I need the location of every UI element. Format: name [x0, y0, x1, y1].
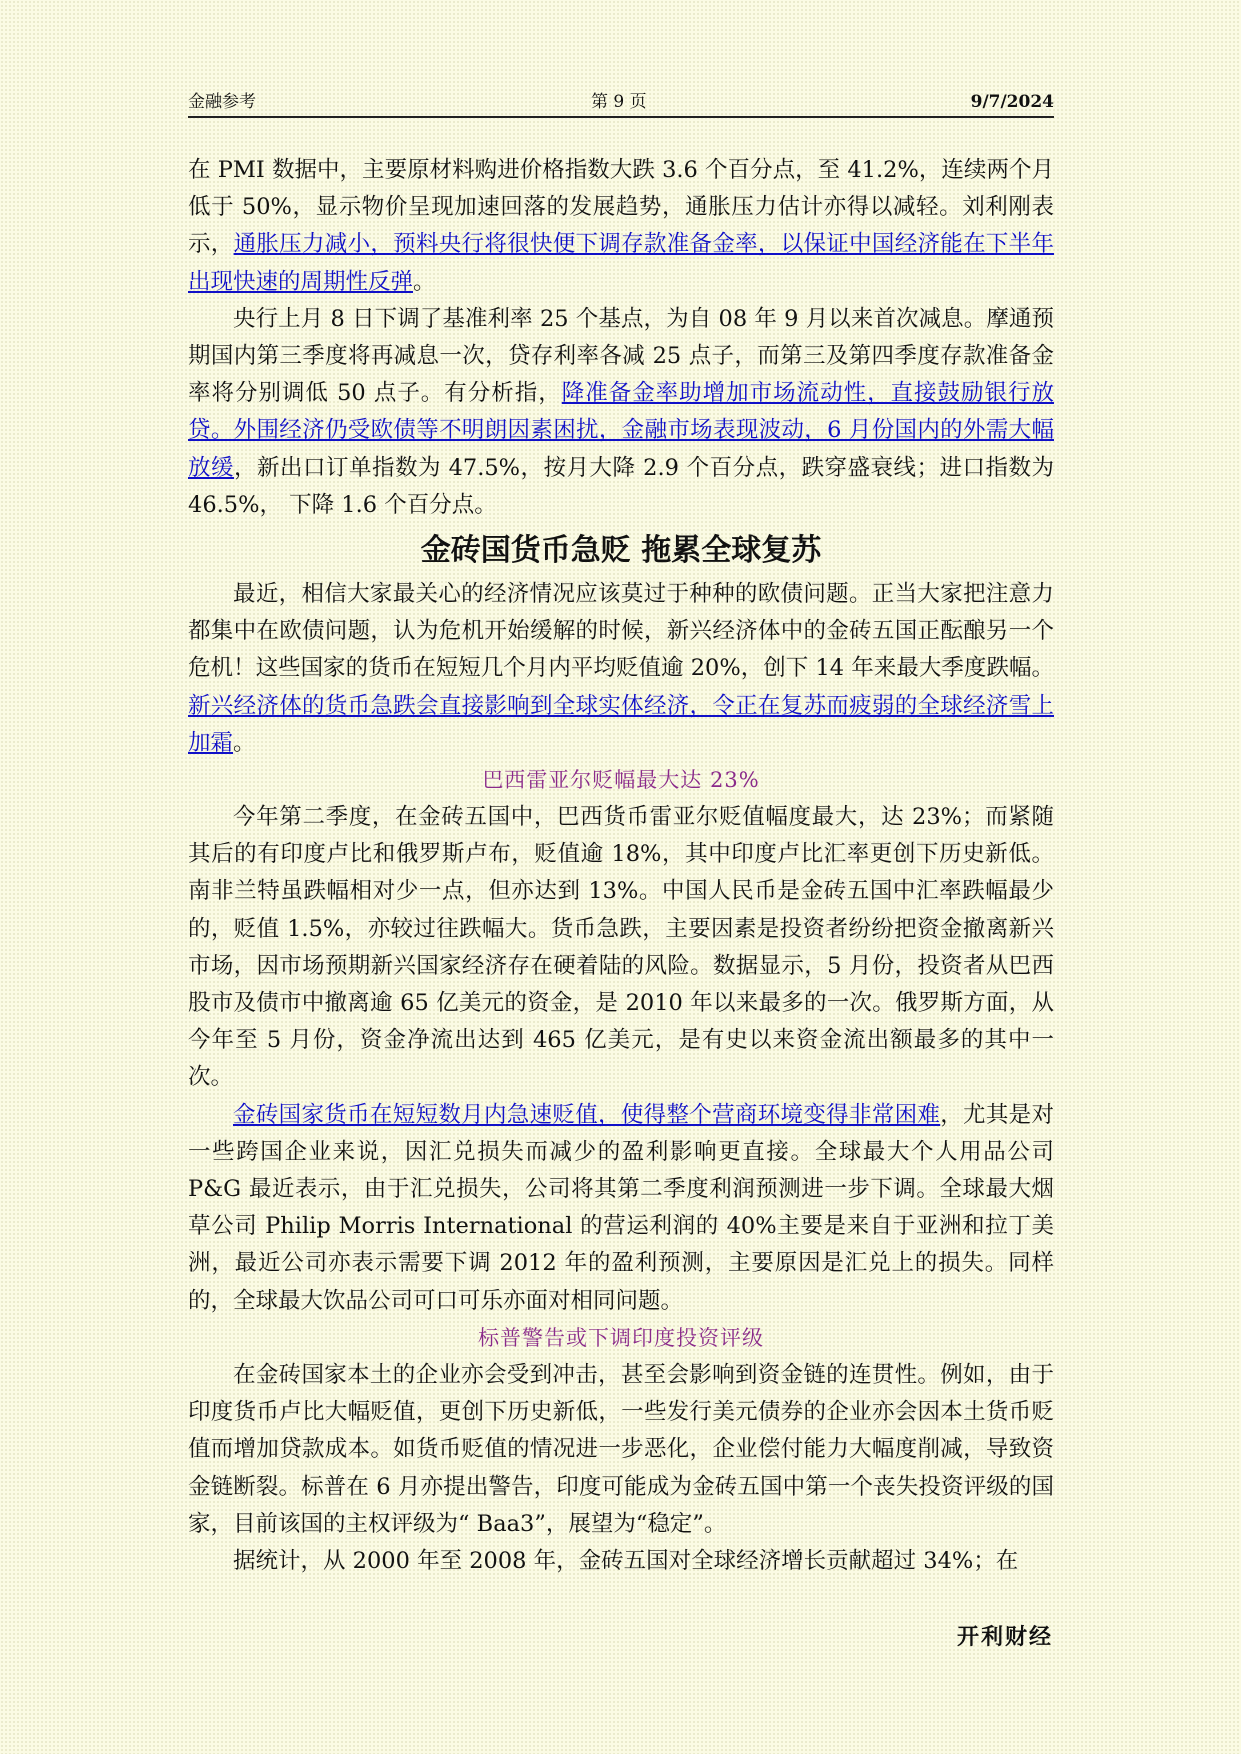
header-publication: 金融参考	[188, 92, 256, 112]
paragraph-multinationals: 金砖国家货币在短短数月内急速贬值，使得整个营商环境变得非常困难，尤其是对一些跨国企业来说，因汇兑损失而减少的盈利影响更直接。全球最大个人用品公司 P&G 最近表示，由于汇兑损失，公司将其第二季度利润预测进一步下调。全球最大烟草公司 Philip Morris International 的营运利润的 40%主要是来自于亚洲和拉丁美洲，最近公司亦表示需要下调 2012 年的盈利预测，主要原因是汇兑上的损失。同样的，全球最大饮品公司可口可乐亦面对相同问题。	[188, 1101, 1054, 1314]
section-subtitle-brazil: 巴西雷亚尔贬幅最大达 23%	[482, 768, 760, 793]
paragraph-statistics: 据统计，从 2000 年至 2008 年，金砖五国对全球经济增长贡献超过 34%；在	[233, 1547, 1019, 1574]
paragraph-rate-cut: 央行上月 8 日下调了基准利率 25 个基点，为自 08 年 9 月以来首次减息。摩通预期国内第三季度将再减息一次，贷存利率各减 25 点子，而第三及第四季度存款准备金率将分别调低 50 点子。有分析指，降准备金率助增加市场流动性，直接鼓励银行放贷。外围经济仍受欧债等不明朗因素困扰，金融市场表现波动，6 月份国内的外需大幅放缓，新出口订单指数为 47.5%，按月大降 2.9 个百分点，跌穿盛衰线；进口指数为 46.5%， 下降 1.6 个百分点。	[188, 305, 1054, 518]
article-body	[188, 152, 1054, 1580]
header-page-number: 第 9 页	[591, 92, 647, 112]
paragraph-brics-intro: 最近，相信大家最关心的经济情况应该莫过于种种的欧债问题。正当大家把注意力都集中在欧债问题，认为危机开始缓解的时候，新兴经济体中的金砖五国正酝酿另一个危机！这些国家的货币在短短几个月内平均贬值逾 20%，创下 14 年来最大季度跌幅。新兴经济体的货币急跌会直接影响到全球实体经济，令正在复苏而疲弱的全球经济雪上加霜。	[188, 581, 1054, 756]
link-inflation[interactable]: 通胀压力减小，预料央行将很快便下调存款准备金率，以保证中国经济能在下半年出现快速的周期性反弹	[188, 231, 1054, 295]
link-reserve-ratio[interactable]: 降准备金率助增加市场流动性，直接鼓励银行放贷。外围经济仍受欧债等不明朗因素困扰，金融市场表现波动，6 月份国内的外需大幅放缓	[188, 380, 1054, 481]
footer-source: 开利财经	[956, 1624, 1053, 1650]
section-subtitle-india: 标普警告或下调印度投资评级	[478, 1325, 764, 1350]
paragraph-pmi: 在 PMI 数据中，主要原材料购进价格指数大跌 3.6 个百分点，至 41.2%，连续两个月低于 50%，显示物价呈现加速回落的发展趋势，通胀压力估计亦得以减轻。刘利刚表示，通胀压力减小，预料央行将很快便下调存款准备金率，以保证中国经济能在下半年出现快速的周期性反弹。	[188, 157, 1054, 295]
paragraph-india: 在金砖国家本土的企业亦会受到冲击，甚至会影响到资金链的连贯性。例如，由于印度货币卢比大幅贬值，更创下历史新低，一些发行美元债券的企业亦会因本土货币贬值而增加贷款成本。如货币贬值的情况进一步恶化，企业偿付能力大幅度削减，导致资金链断裂。标普在 6 月亦提出警告，印度可能成为金砖五国中第一个丧失投资评级的国家，目前该国的主权评级为“ Baa3”，展望为“稳定”。	[188, 1361, 1054, 1537]
article-title: 金砖国货币急贬 拖累全球复苏	[420, 533, 822, 569]
link-business-environment[interactable]: 金砖国家货币在短短数月内急速贬值，使得整个营商环境变得非常困难	[233, 1101, 941, 1128]
header-date: 9/7/2024	[970, 92, 1054, 112]
page-header	[188, 88, 1054, 118]
paragraph-brazil: 今年第二季度，在金砖五国中，巴西货币雷亚尔贬值幅度最大，达 23%；而紧随其后的有印度卢比和俄罗斯卢布，贬值逾 18%，其中印度卢比汇率更创下历史新低。南非兰特虽跌幅相对少一点，但亦达到 13%。中国人民币是金砖五国中汇率跌幅最少的，贬值 1.5%，亦较过往跌幅大。货币急跌，主要因素是投资者纷纷把资金撤离新兴市场，因市场预期新兴国家经济存在硬着陆的风险。数据显示，5 月份，投资者从巴西股市及债市中撤离逾 65 亿美元的资金，是 2010 年以来最多的一次。俄罗斯方面，从今年至 5 月份，资金净流出达到 465 亿美元，是有史以来资金流出额最多的其中一次。	[188, 804, 1054, 1091]
link-emerging-currency[interactable]: 新兴经济体的货币急跌会直接影响到全球实体经济，令正在复苏而疲弱的全球经济雪上加霜	[188, 692, 1054, 756]
